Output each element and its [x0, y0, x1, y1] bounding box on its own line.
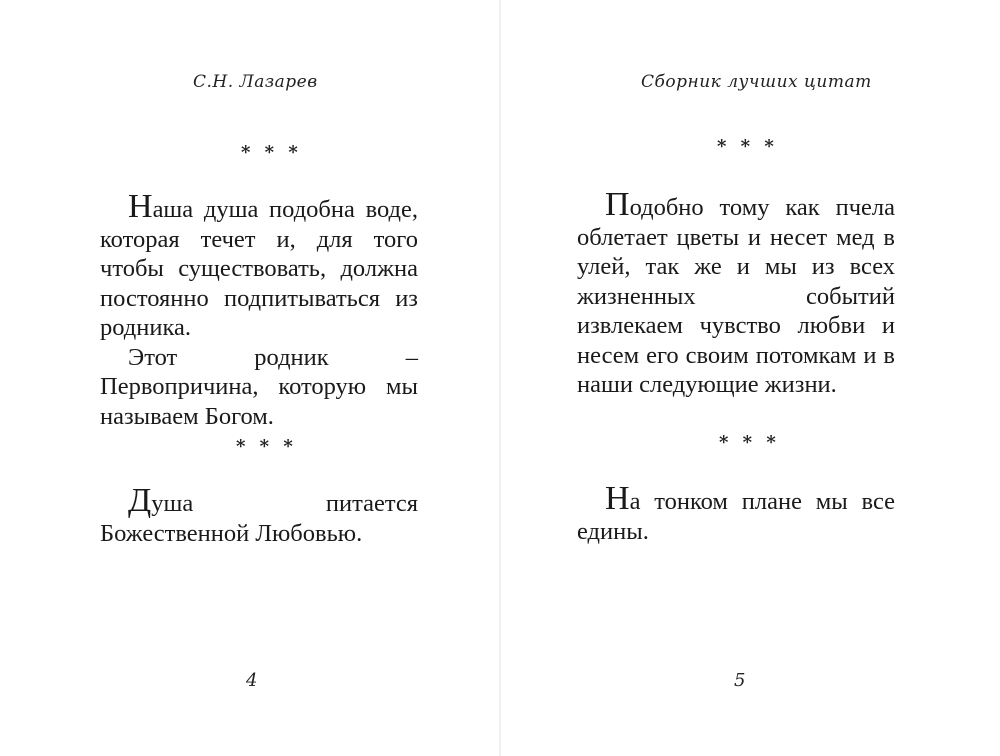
left-page — [0, 0, 499, 756]
quote-paragraph: Подобно тому как пчела облетает цветы и несет мед в улей, так же и мы из всех жизненных событий извлекаем чувство любви и несем его своим потомкам и в наши следующие жизни. — [577, 186, 895, 398]
page-number: 5 — [734, 670, 746, 691]
quote-block — [100, 482, 418, 548]
running-head-author: С.Н. Лазарев — [193, 72, 318, 92]
page-number: 4 — [246, 670, 258, 691]
right-page — [501, 0, 1000, 756]
section-separator: * * * — [236, 436, 297, 457]
quote-paragraph: На тонком плане мы все едины. — [577, 480, 895, 545]
section-separator: * * * — [719, 432, 780, 453]
quote-block — [577, 186, 895, 400]
section-separator: * * * — [717, 136, 778, 157]
quote-block — [577, 480, 895, 546]
section-separator: * * * — [241, 142, 302, 163]
quote-block — [100, 188, 418, 431]
quote-paragraph: Наша душа подобна воде, которая течет и, для того чтобы существовать, должна постоянно подпитываться из родника. — [100, 188, 418, 341]
running-head-title: Сборник лучших цитат — [641, 72, 872, 92]
quote-paragraph: Этот родник – Первопричина, которую мы называем Богом. — [100, 343, 418, 430]
quote-paragraph: Душа питается Божественной Любовью. — [100, 482, 418, 547]
